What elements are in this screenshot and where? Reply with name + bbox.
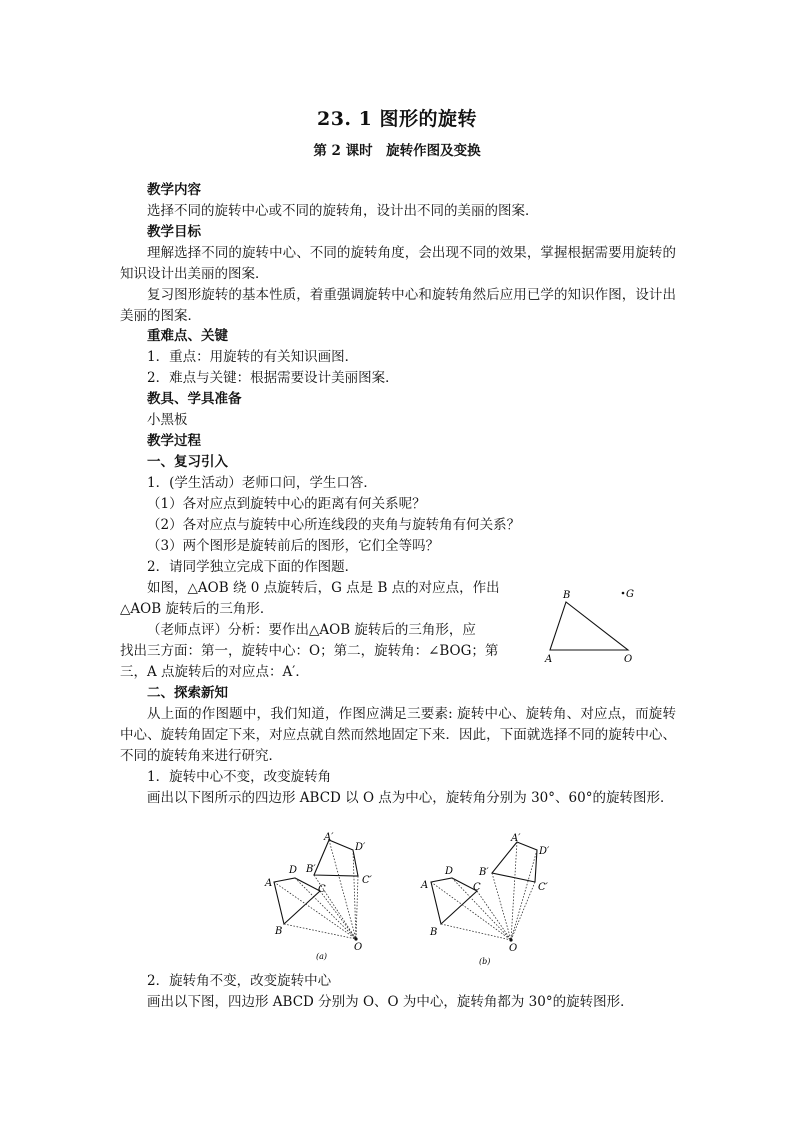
review-3a: （老师点评）分析：要作出△AOB 旋转后的三角形，应	[147, 622, 476, 638]
caption-b: (b)	[479, 957, 491, 966]
figure-b	[420, 833, 550, 966]
label-d1-b: D′	[539, 846, 550, 857]
label-o: O	[624, 654, 633, 665]
label-o-a: O	[354, 942, 363, 953]
review-2b: △AOB 旋转后的三角形．	[120, 601, 274, 617]
key-2: 2．难点与关键：根据需要设计美丽图案．	[147, 370, 399, 386]
label-d-b: D	[445, 866, 454, 877]
label-o-b: O	[509, 943, 518, 954]
quad-abcd-b	[431, 878, 477, 924]
caption-a: (a)	[316, 952, 328, 961]
quad-abcd-a	[274, 878, 320, 924]
label-g: G	[626, 589, 634, 600]
explore-5: 画出以下图，四边形 ABCD 分别为 O、O 为中心，旋转角都为 30°的旋转图形．	[147, 994, 634, 1010]
heading-process: 教学过程	[147, 433, 201, 449]
label-d-a: D	[289, 865, 298, 876]
quad-rotated-a	[314, 840, 358, 876]
review-2: 2．请同学独立完成下面的作图题．	[147, 559, 359, 575]
page-title: 23. 1 图形的旋转	[316, 108, 477, 130]
label-c1-b: C′	[538, 882, 548, 893]
heading-review: 一、复习引入	[147, 454, 228, 470]
label-b: B	[563, 590, 571, 601]
label-d1-a: D′	[355, 842, 366, 853]
goal-2: 复习图形旋转的基本性质，着重强调旋转中心和旋转角然后应用已学的知识作图，设计出美丽的图案．	[120, 287, 676, 324]
heading-key: 重难点、关键	[147, 328, 228, 344]
page-subtitle: 第 2 课时 旋转作图及变换	[313, 143, 481, 159]
label-b-b: B	[430, 927, 438, 938]
figure-a	[264, 832, 373, 961]
goal-1: 理解选择不同的旋转中心、不同的旋转角度，会出现不同的效果，掌握根据需要用旋转的知识设计出美丽的图案．	[120, 245, 676, 282]
explore-3: 画出以下图所示的四边形 ABCD 以 O 点为中心，旋转角分别为 30°、60°的旋转图形．	[147, 790, 674, 806]
explore-1: 从上面的作图题中，我们知道，作图应满足三要素: 旋转中心、旋转角、对应点，而旋转中心、旋转角固定下来，对应点就自然而然地固定下来．因此，下面就选择不同的旋转中心、不同的旋转角来进行研究．	[120, 706, 676, 764]
triangle-aob	[550, 602, 628, 650]
label-a1-a: A′	[324, 832, 334, 843]
explore-4: 2．旋转角不变，改变旋转中心	[147, 973, 332, 989]
label-a: A	[545, 654, 553, 665]
label-c-b: C	[473, 882, 481, 893]
label-b1-a: B′	[306, 864, 316, 875]
heading-goals: 教学目标	[147, 224, 201, 240]
review-1a: （1）各对应点到旋转中心的距离有何关系呢？	[147, 496, 426, 512]
label-c1-a: C′	[362, 875, 372, 886]
label-b1-b: B′	[479, 867, 489, 878]
label-b-a: B	[275, 926, 283, 937]
review-1: 1．(学生活动）老师口问，学生口答．	[147, 475, 377, 491]
label-a-b: A	[421, 880, 429, 891]
label-a-a: A	[265, 878, 273, 889]
heading-tools: 教具、学具准备	[147, 391, 242, 407]
label-c-a: C	[318, 884, 326, 895]
explore-2: 1．旋转中心不变，改变旋转角	[147, 769, 332, 785]
heading-content: 教学内容	[147, 182, 201, 198]
review-1b: （2）各对应点与旋转中心所连线段的夹角与旋转角有何关系？	[147, 517, 521, 533]
point-g	[622, 592, 625, 595]
quad-rotated-b	[492, 842, 537, 882]
label-a1-b: A′	[511, 833, 521, 844]
review-1c: （3）两个图形是旋转前后的图形，它们全等吗？	[147, 538, 440, 554]
review-3b: 找出三方面：第一，旋转中心：O；第二，旋转角：∠BOG；第	[120, 643, 499, 659]
figure-rotations	[258, 828, 558, 970]
review-3c: 三，A 点旋转后的对应点：A′．	[120, 664, 309, 680]
review-2a: 如图，△AOB 绕 0 点旋转后，G 点是 B 点的对应点，作出	[147, 580, 500, 596]
key-1: 1．重点：用旋转的有关知识画图．	[147, 349, 359, 365]
heading-explore: 二、探索新知	[147, 685, 228, 701]
tools-text: 小黑板	[147, 412, 188, 428]
content-text: 选择不同的旋转中心或不同的旋转角，设计出不同的美丽的图案．	[147, 203, 539, 219]
figure-triangle-aob	[538, 582, 650, 666]
